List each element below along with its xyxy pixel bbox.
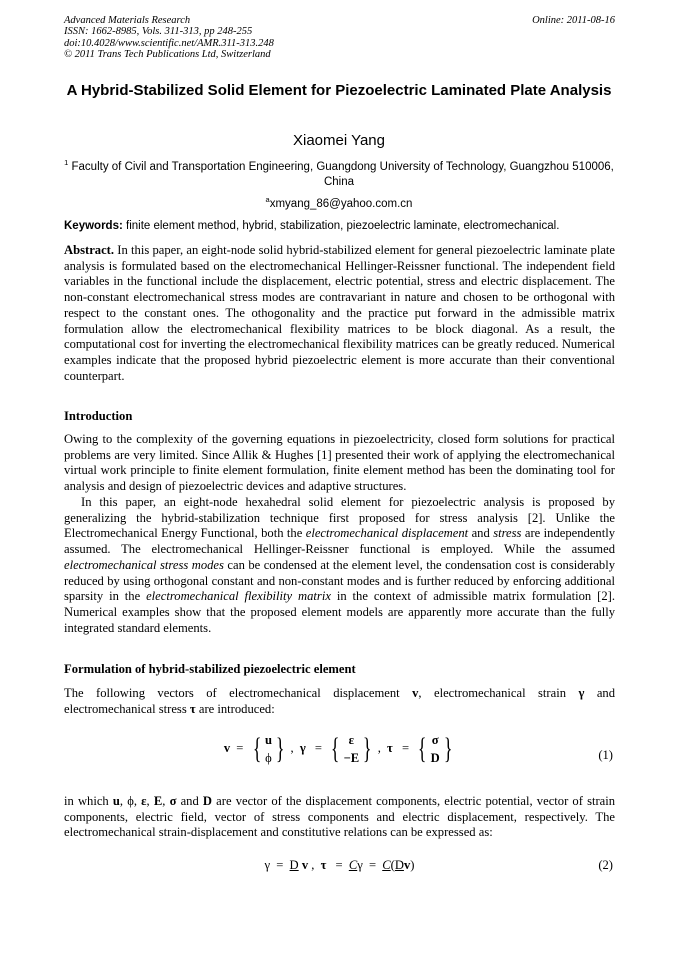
symbol-sigma: σ: [169, 794, 177, 808]
eq2-c: C: [382, 858, 391, 872]
eq1-vector-gamma: [328, 731, 374, 767]
symbol-e: E: [153, 794, 163, 808]
left-brace: {: [331, 732, 340, 765]
formulation-text: are introduced:: [195, 701, 275, 716]
affiliation: [64, 155, 614, 191]
eq2-equals: =: [335, 858, 343, 872]
equation-1: [64, 731, 615, 781]
eq1-u: u: [264, 733, 272, 747]
eq2-operator-d: D: [394, 858, 404, 872]
formulation-text: and: [176, 794, 203, 808]
author-name: Xiaomei Yang: [292, 132, 385, 149]
intro-p2-italic: stress: [493, 526, 522, 541]
right-brace: }: [275, 732, 285, 765]
eq1-equals: =: [314, 740, 322, 755]
symbol-tau: τ: [189, 701, 196, 716]
eq1-phi: ϕ: [265, 751, 272, 765]
formulation-text: ,: [146, 794, 154, 808]
formulation-text: ,: [162, 794, 170, 808]
doi-line: doi:10.4028/www.scientific.net/AMR.311-313.248: [64, 37, 274, 49]
eq1-vector-tau: [415, 731, 455, 767]
email-text: xmyang_86@yahoo.com.cn: [269, 197, 413, 210]
eq1-neg-e: −E: [343, 751, 360, 765]
formulation-intro: [64, 686, 615, 717]
right-brace: }: [443, 732, 453, 765]
introduction-paragraph-2: [64, 495, 615, 636]
eq1-stack-v: [264, 731, 273, 767]
eq1-gamma: γ: [299, 740, 306, 755]
equation-2: [64, 858, 615, 878]
left-brace: {: [418, 732, 427, 765]
intro-p2-text: in the context of admissible matrix formulation [2]. Numerical examples show that the proposed element models are apparently more accurate than the fully integrated standard elements.: [64, 589, 615, 635]
eq1-equals: =: [236, 740, 244, 755]
eq1-sigma: σ: [431, 733, 439, 747]
eq2-gamma: γ: [264, 858, 271, 872]
symbol-phi: ϕ: [127, 794, 134, 808]
eq2-lparen: (: [390, 858, 395, 872]
equation-1-number: (1): [598, 748, 613, 762]
eq2-equals: =: [368, 858, 377, 872]
symbol-d: D: [202, 794, 213, 808]
copyright-line: © 2011 Trans Tech Publications Ltd, Switzerland: [64, 48, 271, 60]
affiliation-marker: 1: [64, 158, 69, 167]
formulation-text: are vector of the displacement components, electric potential, vector of strain components, electric field, vector of stress components and electric displacement, respectively. The electromechanical strain-displacement and constitutive relations can be expressed as:: [64, 794, 616, 840]
symbol-u: u: [112, 794, 120, 808]
intro-p2-italic: electromechanical flexibility matrix: [146, 589, 331, 604]
eq2-v: v: [301, 858, 309, 872]
intro-p2-text: can be condensed at the element level, the condensation cost is considerably reduced by using orthogonal constant and non-constant modes and is further reduced by enforcing additional sparsity in the: [64, 557, 616, 604]
formulation-heading: Formulation of hybrid-stabilized piezoelectric element: [64, 662, 356, 676]
formulation-text: in which: [64, 794, 113, 808]
affiliation-text: Faculty of Civil and Transportation Engineering, Guangdong University of Technology, Guangzhou 510006, China: [71, 160, 614, 189]
formulation-paragraph: [64, 794, 615, 841]
introduction-paragraph-1: Owing to the complexity of the governing equations in piezoelectricity, closed form solutions for practical problems are very limited. Since Allik & Hughes [1] presented their work of applying the electromechanical virtual work principle to finite element formulation, finite element method has been the dominating tool for analysis and design of piezoelectric devices and adaptive structures.: [64, 432, 615, 494]
eq2-rparen: ): [410, 858, 415, 872]
abstract-label: Abstract.: [64, 243, 115, 257]
abstract-text: In this paper, an eight-node solid hybrid-stabilized element for general piezoelectric laminate plate analysis is formulated based on the electromechanical Hellinger-Reissner functional. The independent field variables in the functional include the displacement, electric potential, stress and electric displacement. The non-constant electromechanical stress modes are contravariant in nature and chosen to be orthogonal with respect to the constant ones. The othogonality and the practice put forward in the admissible matrix formulation allow the electromechanical flexibility matrices to be block diagonal. As a result, the computational cost for inverting the electromechanical flexibility matrices can be greatly reduced. Numerical examples indicate that the proposed hybrid piezoelectric element is more accurate than their conventional counterpart.: [64, 243, 615, 383]
intro-p2-text: are independently assumed. The electromechanical Hellinger-Reissner functional is employed. While the assumed: [64, 526, 615, 557]
keywords: [64, 220, 614, 232]
equation-2-number: (2): [598, 858, 613, 872]
eq2-c: C: [348, 858, 358, 872]
keywords-label: Keywords:: [64, 220, 123, 232]
intro-p2-italic: electromechanical stress modes: [64, 557, 224, 572]
eq1-equals: =: [401, 740, 410, 755]
eq1-stack-gamma: [343, 731, 361, 767]
author-email: [64, 195, 614, 210]
eq2-v: v: [403, 858, 411, 872]
formulation-text: ,: [119, 794, 128, 808]
eq1-tau: τ: [387, 740, 393, 755]
intro-p2-text: In this paper, an eight-node hexahedral solid element for piezoelectric analysis is proposed by generalizing the hybrid-stabilization technique first proposed for stress analysis [2]. Unlike the Electromechanical Energy Functional, both the: [64, 495, 615, 541]
email-marker: a: [265, 195, 270, 204]
eq1-d: D: [430, 751, 440, 765]
formulation-text: The following vectors of electromechanical displacement: [64, 686, 413, 700]
eq2-comma: ,: [311, 858, 315, 872]
paper-title: A Hybrid-Stabilized Solid Element for Piezoelectric Laminated Plate Analysis: [66, 82, 612, 99]
abstract: [64, 243, 615, 384]
intro-p2-text: and: [468, 526, 494, 541]
right-brace: }: [363, 732, 372, 765]
eq1-vector-v: [250, 731, 288, 767]
eq1-stack-tau: [430, 731, 441, 767]
eq1-v: v: [223, 740, 231, 755]
intro-p2-italic: electromechanical displacement: [305, 526, 469, 541]
eq2-gamma: γ: [357, 858, 363, 872]
journal-header: [64, 15, 274, 60]
eq1-epsilon: ε: [348, 733, 355, 747]
equation-2-body: [64, 858, 615, 873]
eq2-equals: =: [276, 858, 284, 872]
eq2-tau: τ: [320, 858, 327, 872]
symbol-v: v: [412, 686, 419, 700]
eq1-comma: ,: [290, 740, 294, 755]
keywords-text: finite element method, hybrid, stabilization, piezoelectric laminate, electromechanical.: [126, 220, 560, 232]
equation-1-body: [64, 731, 615, 767]
online-date: Online: 2011-08-16: [532, 15, 615, 26]
eq2-operator-d: D: [289, 858, 299, 872]
formulation-text: ,: [133, 794, 142, 808]
formulation-text: , electromechanical strain: [418, 686, 579, 700]
symbol-epsilon: ε: [141, 794, 147, 808]
left-brace: {: [252, 732, 262, 765]
journal-name: Advanced Materials Research: [64, 15, 191, 26]
eq1-comma: ,: [377, 740, 381, 755]
introduction-heading: Introduction: [64, 409, 133, 423]
formulation-text: and electromechanical stress: [64, 686, 616, 716]
symbol-gamma: γ: [578, 686, 585, 700]
issn-line: ISSN: 1662-8985, Vols. 311-313, pp 248-255: [64, 26, 253, 38]
